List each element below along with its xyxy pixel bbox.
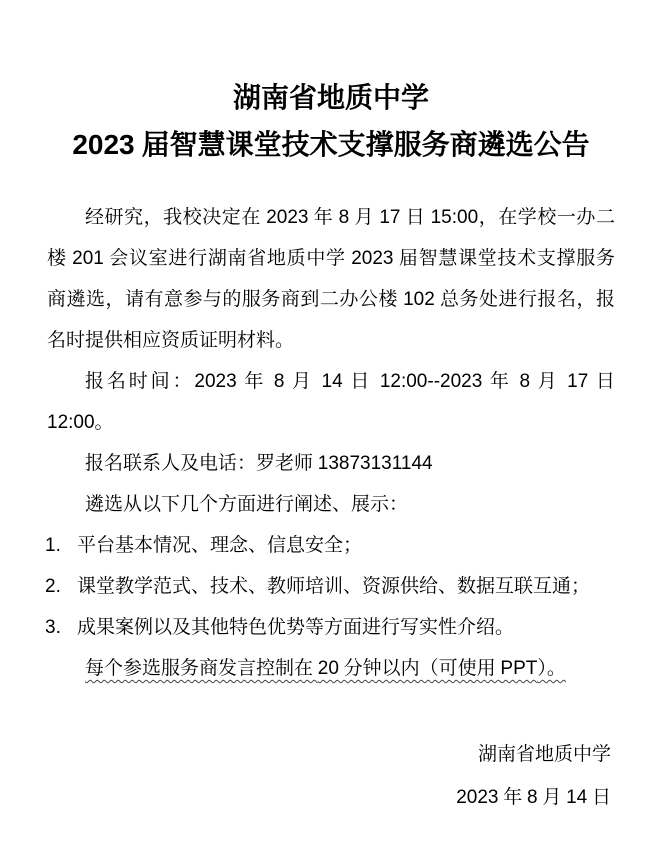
list-item-text: 平台基本情况、理念、信息安全；	[77, 535, 363, 556]
time-limit-note	[47, 648, 615, 689]
document-title-line1: 湖南省地质中学	[232, 83, 429, 114]
document-title-line2: 2023 届智慧课堂技术支撑服务商遴选公告	[72, 129, 590, 161]
list-item-text: 成果案例以及其他特色优势等方面进行写实性介绍。	[77, 617, 515, 638]
list-item-number: 1.	[45, 535, 61, 556]
list-item	[45, 525, 615, 566]
list-item-text: 课堂教学范式、技术、教师培训、资源供给、数据互联互通；	[77, 576, 591, 597]
wavy-underlined-text: 每个参选服务商发言控制在 20 分钟以内（可使用 PPT）。	[85, 658, 566, 679]
signature-block	[47, 733, 615, 819]
list-item-number: 2.	[45, 576, 61, 597]
contact-line: 报名联系人及电话：罗老师 13873131144	[85, 453, 433, 474]
list-item	[45, 607, 615, 648]
signature-date: 2023 年 8 月 14 日	[456, 787, 611, 808]
list-item	[45, 566, 615, 607]
numbered-list	[47, 525, 615, 648]
announcement-paragraph: 经研究，我校决定在 2023 年 8 月 17 日 15:00，在学校一办二楼 201 会议室进行湖南省地质中学 2023 届智慧课堂技术支撑服务商遴选，请有意参与的服务商到二办公楼 102 总务处进行报名，报名时提供相应资质证明材料。	[47, 207, 615, 351]
aspects-intro-line: 遴选从以下几个方面进行阐述、展示：	[85, 494, 409, 515]
signature-name: 湖南省地质中学	[477, 744, 611, 765]
document-body	[47, 197, 615, 689]
list-item-number: 3.	[45, 617, 61, 638]
registration-time-line: 报名时间：2023 年 8 月 14 日 12:00--2023 年 8 月 17 日 12:00。	[47, 371, 615, 433]
document-title	[47, 76, 615, 169]
